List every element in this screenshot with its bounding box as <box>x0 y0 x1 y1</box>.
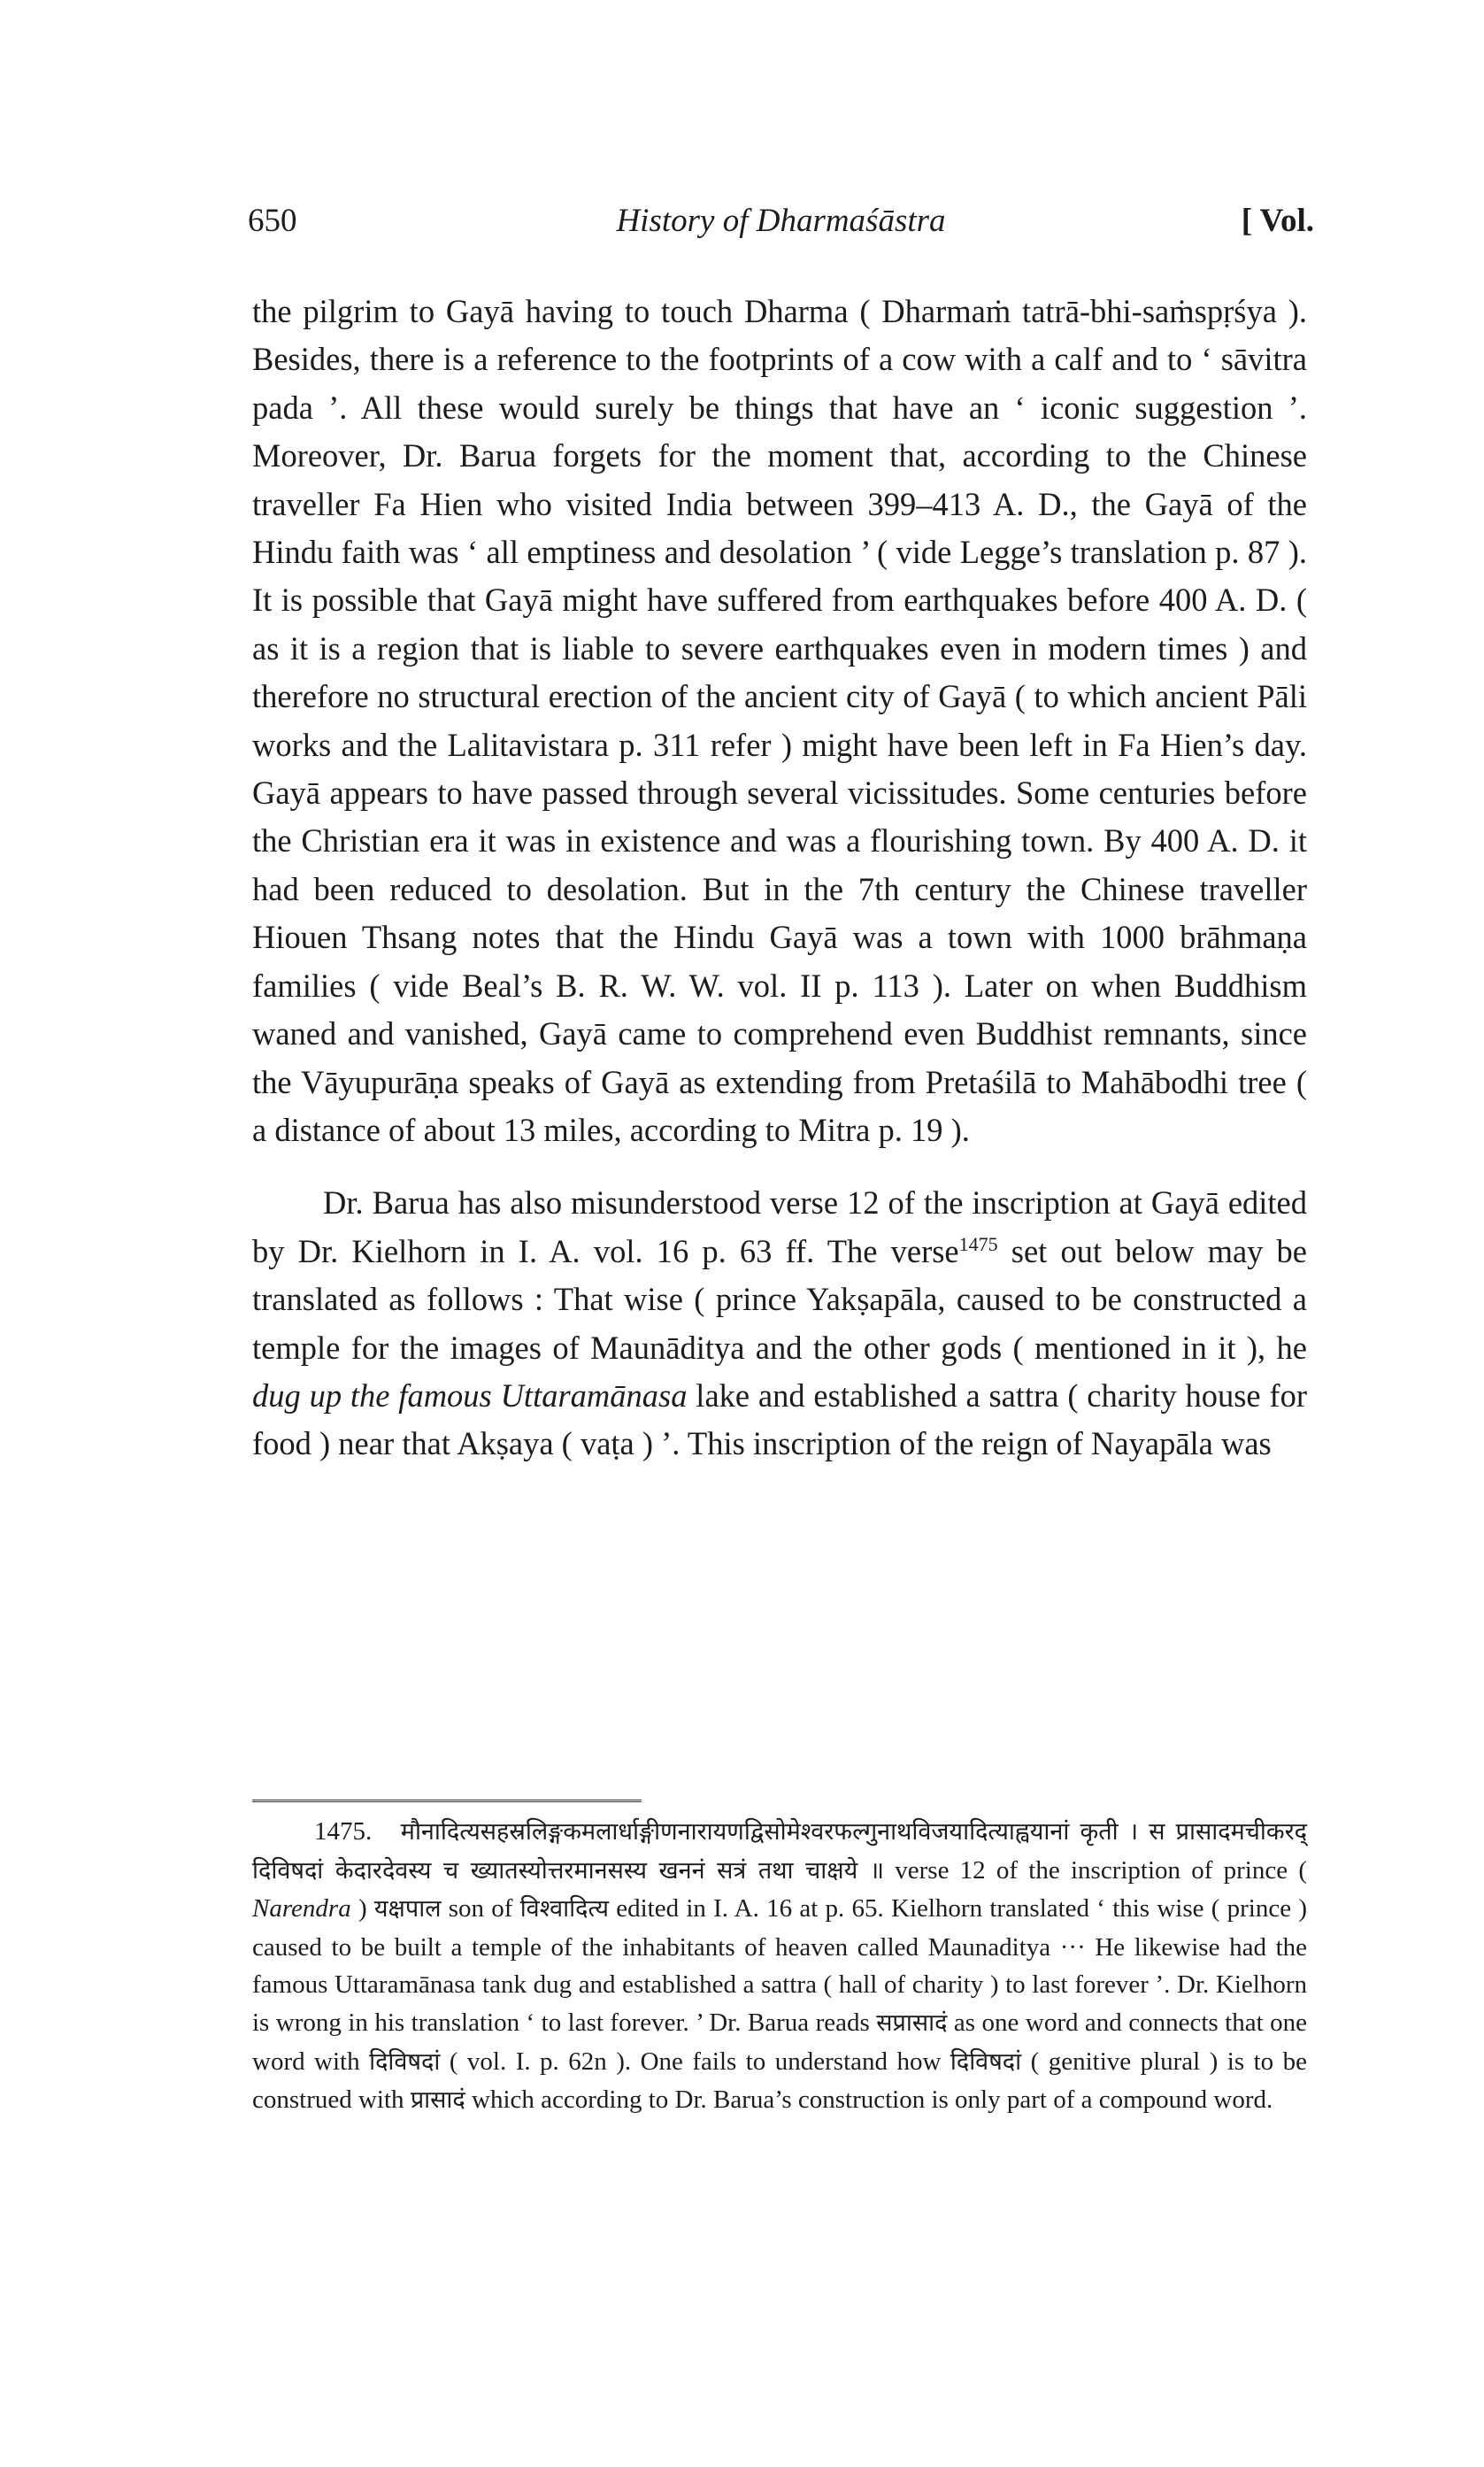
footnote-text: son of <box>441 1894 520 1923</box>
volume-mark: [ Vol. <box>1241 203 1314 239</box>
paragraph-2-part-3: lake and established a sattra ( charity house for food ) near that Akṣaya ( vaṭa ) ’. This inscription of the reign of Nayapāla was <box>252 1376 1307 1462</box>
footnote-text: ( vol. I. p. 62n ). One fails to understand how <box>440 2047 950 2076</box>
visvaditya-devanagari: विश्वादित्य <box>519 1895 609 1923</box>
footnote-1475 <box>252 1813 1307 2120</box>
prasadam-devanagari: प्रासादं <box>410 2086 465 2115</box>
sanskrit-verse: मौनादित्यसहस्रलिङ्गकमलार्धाङ्गीणनारायणद्विसोमेश्वरफल्गुनाथविजयादित्याह्वयानां कृती । स प्रासादमचीकरद् दिविषदां केदारदेवस्य च ख्यातस्योत्तरमानसस्य खननं सत्रं तथा चाक्षये ॥ <box>252 1818 1308 1885</box>
paragraph-2-emphasis: dug up the famous Uttaramānasa <box>252 1376 688 1414</box>
footnote-number: 1475. <box>314 1817 373 1846</box>
paragraph-2 <box>252 1179 1307 1468</box>
yaksapala-devanagari: यक्षपाल <box>373 1895 442 1923</box>
page-number: 650 <box>248 203 297 239</box>
divisadam-devanagari: दिविषदां <box>950 2047 1022 2076</box>
footnote-text: which according to Dr. Barua’s construction is only part of a compound word. <box>465 2085 1273 2115</box>
book-title: History of Dharmaśāstra <box>616 203 946 239</box>
paragraph-2-part-1: Dr. Barua has also misunderstood verse 12 of the inscription at Gayā edited by Dr. Kielhorn in I. A. vol. 16 p. 63 ff. The verse <box>252 1184 1307 1269</box>
footnote-text: ( genitive plural ) is to be construed with <box>252 2047 1307 2115</box>
saprasadam-devanagari: सप्रासादं <box>876 2008 948 2037</box>
paragraph-2-part-2: set out below may be translated as follows : That wise ( prince Yakṣapāla, caused to be constructed a temple for the images of Maunāditya and the other gods ( mentioned in it ), he <box>252 1232 1307 1366</box>
divisadam-devanagari: दिविषदां <box>369 2047 441 2076</box>
footnote-text: verse 12 of the inscription of prince ( <box>884 1855 1308 1885</box>
footnote-reference: 1475 <box>958 1232 998 1255</box>
footnote-text: ) <box>350 1894 374 1923</box>
running-head <box>248 202 1314 255</box>
prince-name: Narendra <box>252 1894 351 1923</box>
paragraph-1: the pilgrim to Gayā having to touch Dharma ( Dharmaṁ tatrā-bhi-saṁspṛśya ). Besides, there is a reference to the footprints of a cow with a calf and to ‘ sāvitra pada ’. All these would surely be things that have an ‘ iconic suggestion ’. Moreover, Dr. Barua forgets for the moment that, according to the Chinese traveller Fa Hien who visited India between 399–413 A. D., the Gayā of the Hindu faith was ‘ all emptiness and desolation ’ ( vide Legge’s translation p. 87 ). It is possible that Gayā might have suffered from earthquakes before 400 A. D. ( as it is a region that is liable to severe earthquakes even in modern times ) and therefore no structural erection of the ancient city of Gayā ( to which ancient Pāli works and the Lalitavistara p. 311 refer ) might have been left in Fa Hien’s day. Gayā appears to have passed through several vicissitudes. Some centuries before the Christian era it was in existence and was a flourishing town. By 400 A. D. it had been reduced to desolation. But in the 7th century the Chinese traveller Hiouen Thsang notes that the Hindu Gayā was a town with 1000 brāhmaṇa families ( vide Beal’s B. R. W. W. vol. II p. 113 ). Later on when Buddhism waned and vanished, Gayā came to comprehend even Buddhist remnants, since the Vāyupurāṇa speaks of Gayā as extending from Pretaśilā to Mahābodhi tree ( a distance of about 13 miles, according to Mitra p. 19 ). <box>252 293 1307 1148</box>
body-text <box>252 288 1307 1469</box>
footnote-rule <box>252 1800 642 1802</box>
footnote-text: as one word and connects that one word with <box>252 2008 1307 2076</box>
footnote-text: edited in I. A. 16 at p. 65. Kielhorn translated ‘ this wise ( prince ) caused to be built a temple of the inhabitants of heaven called Maunaditya ··· He likewise had the famous Uttaramānasa tank dug and established a sattra ( hall of charity ) to last forever ’. Dr. Kielhorn is wrong in his translation ‘ to last forever. ’ Dr. Barua reads <box>252 1894 1307 2037</box>
